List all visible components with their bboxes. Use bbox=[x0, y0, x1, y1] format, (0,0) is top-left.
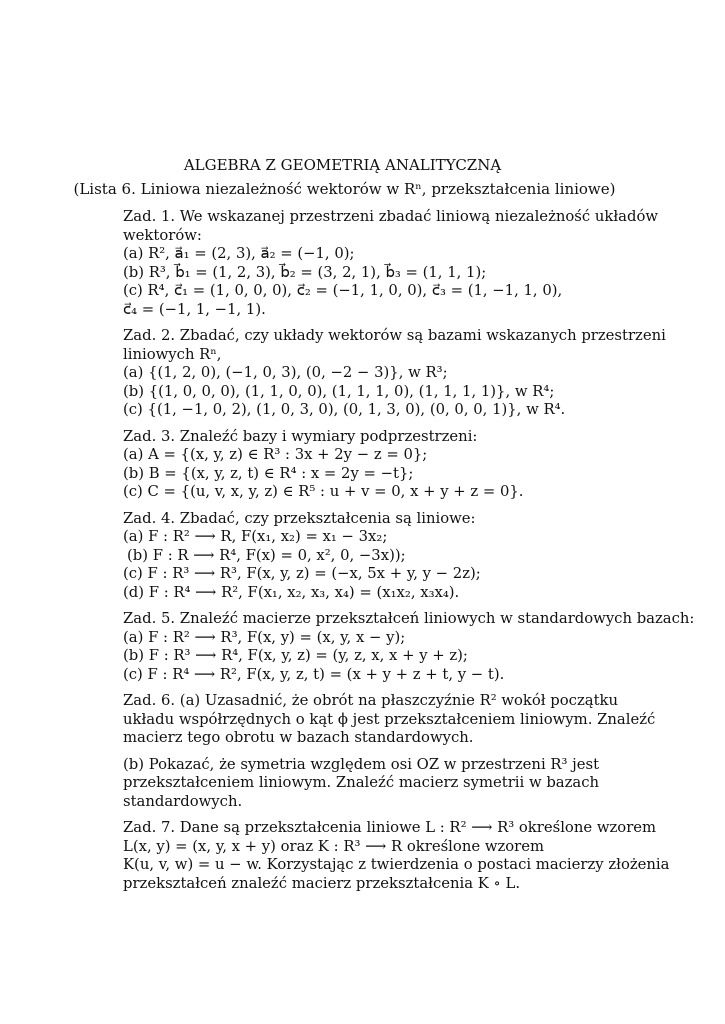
text-line: Zad. 6. (a) Uzasadnić, że obrót na płaszczyźnie R² wokół początku bbox=[123, 692, 619, 709]
text-line: (c) F : R⁴ ⟶ R², F(x, y, z, t) = (x + y + z + t, y − t). bbox=[123, 665, 505, 683]
text-line: przekształceniem liniowym. Znaleźć macierz symetrii w bazach bbox=[123, 774, 600, 791]
text-line: standardowych. bbox=[123, 792, 243, 810]
text-line: (d) F : R⁴ ⟶ R², F(x₁, x₂, x₃, x₄) = (x₁x₂, x₃x₄). bbox=[123, 583, 460, 601]
text-line: (c) {(1, −1, 0, 2), (1, 0, 3, 0), (0, 1, 3, 0), (0, 0, 0, 1)}, w R⁴. bbox=[123, 401, 566, 418]
text-line: (a) F : R² ⟶ R, F(x₁, x₂) = x₁ − 3x₂; bbox=[123, 528, 388, 545]
text-line: (b) R³, b⃗₁ = (1, 2, 3), b⃗₂ = (3, 2, 1), b⃗₃ = (1, 1, 1); bbox=[123, 263, 487, 281]
document-body bbox=[123, 208, 695, 893]
text-line: Zad. 4. Zbadać, czy przekształcenia są liniowe: bbox=[123, 509, 476, 527]
text-line: L(x, y) = (x, y, x + y) oraz K : R³ ⟶ R określone wzorem bbox=[123, 837, 545, 855]
text-line: (c) R⁴, c⃗₁ = (1, 0, 0, 0), c⃗₂ = (−1, 1, 0, 0), c⃗₃ = (1, −1, 1, 0), bbox=[123, 282, 563, 299]
text-line: (b) F : R³ ⟶ R⁴, F(x, y, z) = (y, z, x, x + y + z); bbox=[123, 647, 468, 664]
text-line: (a) {(1, 2, 0), (−1, 0, 3), (0, −2 − 3)}, w R³; bbox=[123, 364, 448, 381]
text-line: liniowych Rⁿ, bbox=[123, 345, 222, 363]
text-line: K(u, v, w) = u − w. Korzystając z twierdzenia o postaci macierzy złożenia bbox=[123, 856, 670, 873]
text-line: (b) F : R ⟶ R⁴, F(x) = 0, x², 0, −3x)); bbox=[127, 546, 406, 564]
text-line: macierz tego obrotu w bazach standardowych. bbox=[123, 729, 474, 746]
text-line: przekształceń znaleźć macierz przekształcenia K ∘ L. bbox=[123, 874, 521, 892]
text-line: (a) R², a⃗₁ = (2, 3), a⃗₂ = (−1, 0); bbox=[123, 245, 355, 262]
text-line: Zad. 5. Znaleźć macierze przekształceń liniowych w standardowych bazach: bbox=[123, 610, 695, 627]
text-line: (a) F : R² ⟶ R³, F(x, y) = (x, y, x − y); bbox=[123, 628, 406, 646]
text-line: Zad. 2. Zbadać, czy układy wektorów są bazami wskazanych przestrzeni bbox=[123, 327, 666, 344]
text-line: Zad. 1. We wskazanej przestrzeni zbadać liniową niezależność układów bbox=[123, 208, 659, 225]
text-line: c⃗₄ = (−1, 1, −1, 1). bbox=[123, 300, 266, 318]
document-subtitle: (Lista 6. Liniowa niezależność wektorów w Rⁿ, przekształcenia liniowe) bbox=[73, 180, 616, 198]
text-line: układu współrzędnych o kąt ϕ jest przekształceniem liniowym. Znaleźć bbox=[123, 710, 656, 728]
text-line: (c) C = {(u, v, x, y, z) ∈ R⁵ : u + v = 0, x + y + z = 0}. bbox=[123, 483, 524, 500]
text-line: (b) {(1, 0, 0, 0), (1, 1, 0, 0), (1, 1, 1, 0), (1, 1, 1, 1)}, w R⁴; bbox=[123, 382, 555, 400]
text-line: Zad. 3. Znaleźć bazy i wymiary podprzestrzeni: bbox=[123, 427, 478, 445]
text-line: (c) F : R³ ⟶ R³, F(x, y, z) = (−x, 5x + y, y − 2z); bbox=[123, 565, 481, 582]
text-line: (b) Pokazać, że symetria względem osi OZ w przestrzeni R³ jest bbox=[123, 755, 600, 773]
text-line: (a) A = {(x, y, z) ∈ R³ : 3x + 2y − z = 0}; bbox=[123, 446, 428, 463]
text-line: wektorów: bbox=[123, 226, 202, 244]
text-line: (b) B = {(x, y, z, t) ∈ R⁴ : x = 2y = −t}; bbox=[123, 464, 414, 482]
document-title: ALGEBRA Z GEOMETRIĄ ANALITYCZNĄ bbox=[183, 156, 502, 174]
text-line: Zad. 7. Dane są przekształcenia liniowe L : R² ⟶ R³ określone wzorem bbox=[123, 819, 657, 836]
